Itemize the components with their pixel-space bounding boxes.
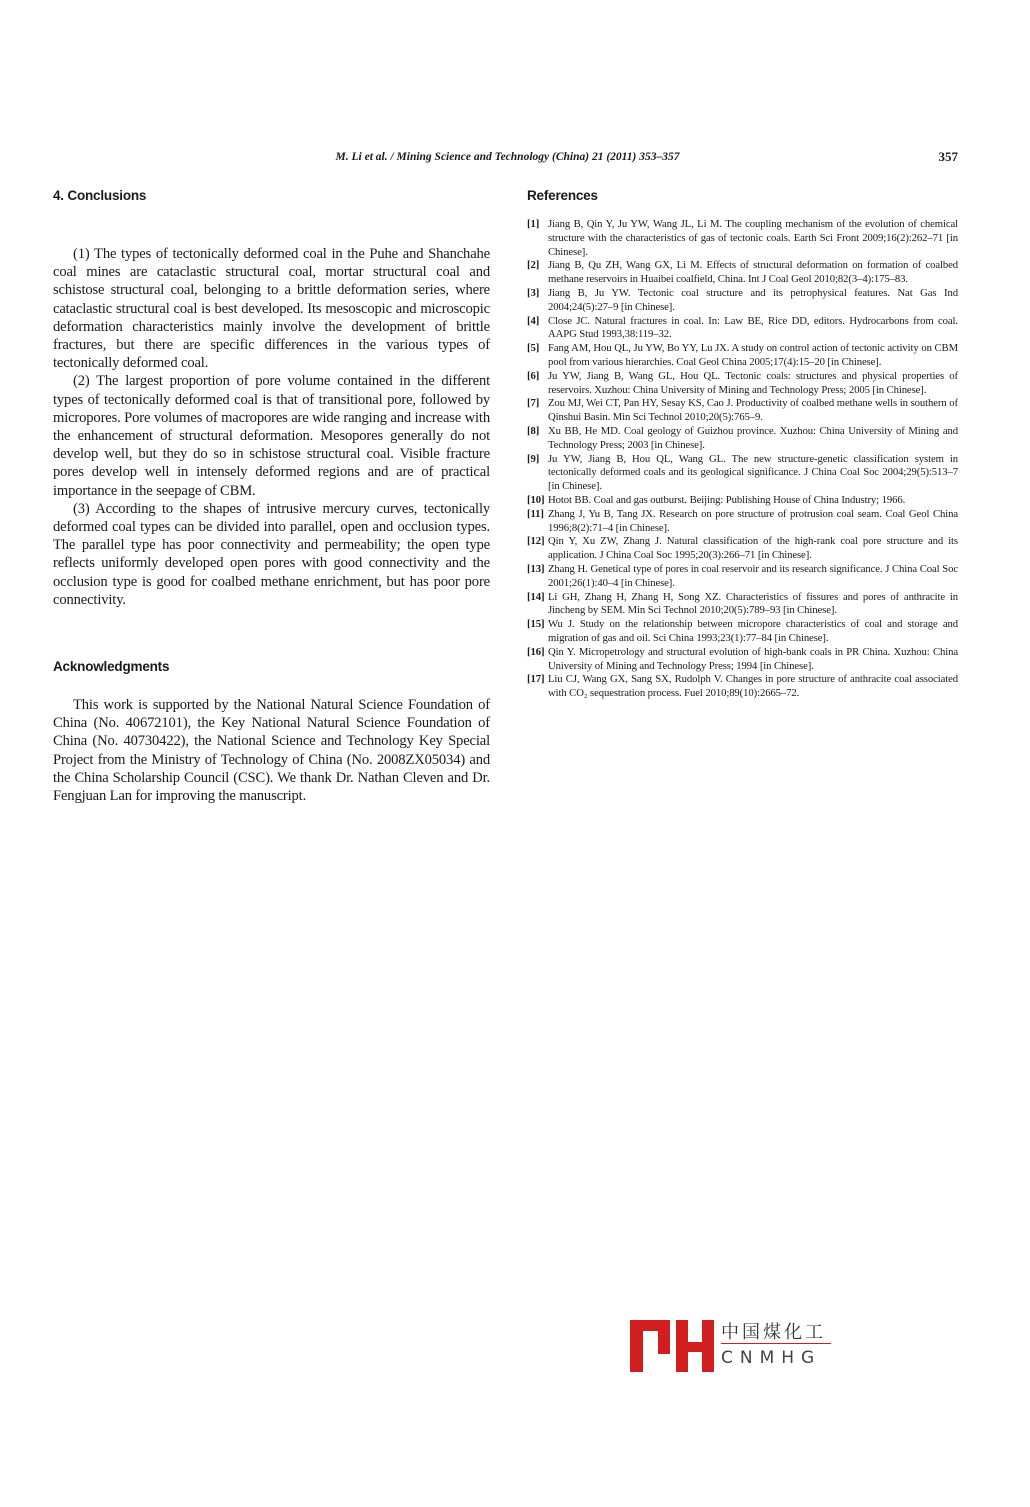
reference-text: Ju YW, Jiang B, Hou QL, Wang GL. The new structure-genetic classification system in tectonically deformed coals and its geological significance. J China Coal Soc 2004;29(5):513–7 [in Chinese]. <box>548 452 958 493</box>
reference-text: Liu CJ, Wang GX, Sang SX, Rudolph V. Changes in pore structure of anthracite coal associated with CO₂ sequestration process. Fuel 2010;89(10):2665–72. <box>548 673 958 700</box>
reference-text: Xu BB, He MD. Coal geology of Guizhou province. Xuzhou: China University of Mining and Technology Press; 2003 [in Chinese]. <box>548 424 958 451</box>
conclusion-paragraph-2: (2) The largest proportion of pore volume contained in the different types of tectonically deformed coal is that of transitional pore, followed by micropores. Pore volumes of macropores are wide ranging and increase with the enhancement of structural deformation. Mesopores generally do not develop well, but they do so in schistose structural coal. Visible fracture pores develop well in intensely deformed regions and are of practical importance in the seepage of CBM. <box>53 373 490 499</box>
reference-text: Jiang B, Qu ZH, Wang GX, Li M. Effects of structural deformation on formation of coalbed methane reservoirs in Huaibei coalfield, China. Int J Coal Geol 2010;82(3–4):175–83. <box>548 259 958 286</box>
reference-item <box>527 535 958 563</box>
reference-text: Hotot BB. Coal and gas outburst. Beijing: Publishing House of China Industry; 1966. <box>548 493 906 506</box>
reference-item <box>527 508 958 536</box>
reference-number: [2] <box>527 259 540 272</box>
reference-number: [10] <box>527 493 545 506</box>
acknowledgments-heading: Acknowledgments <box>53 659 170 675</box>
reference-number: [1] <box>527 218 540 230</box>
reference-number: [17] <box>527 673 545 686</box>
reference-item <box>527 370 958 398</box>
reference-number: [6] <box>527 369 540 382</box>
conclusions-heading: 4. Conclusions <box>53 188 147 203</box>
right-column <box>527 188 958 701</box>
reference-text: Ju YW, Jiang B, Wang GL, Hou QL. Tectonic coals: structures and physical properties of reservoirs. Xuzhou: China University of Mining and Technology Press; 2005 [in Chinese]. <box>548 369 958 396</box>
reference-item <box>527 646 958 674</box>
reference-text: Qin Y. Micropetrology and structural evolution of high-bank coals in PR China. Xuzhou: China University of Mining and Technology Press; 1994 [in Chinese]. <box>548 645 958 672</box>
reference-item <box>527 494 958 508</box>
acknowledgments-text: This work is supported by the National Natural Science Foundation of China (No. 40672101), the Key National Natural Science Foundation of China (No. 40730422), the National Science and Technology Key Special Project from the Ministry of Technology of China (No. 2008ZX05034) and the China Scholarship Council (CSC). We thank Dr. Nathan Cleven and Dr. Fengjuan Lan for improving the manuscript. <box>53 697 490 805</box>
cnmhg-watermark-logo <box>628 1316 838 1376</box>
left-column <box>53 188 490 805</box>
reference-number: [7] <box>527 397 540 410</box>
reference-number: [16] <box>527 645 545 658</box>
reference-item <box>527 218 958 259</box>
conclusion-paragraph-3: (3) According to the shapes of intrusive mercury curves, tectonically deformed coal types can be divided into parallel, open and occlusion types. The parallel type has poor connectivity and permeability; the open type reflects uniformly developed open pores with good connectivity and the occlusion type is good for coalbed methane enrichment, but has poor pore connectivity. <box>53 500 490 608</box>
logo-chinese-text: 中国煤化工 <box>721 1322 826 1343</box>
reference-text: Close JC. Natural fractures in coal. In: Law BE, Rice DD, editors. Hydrocarbons from coal. AAPG Stud 1993,38:119–32. <box>548 314 958 341</box>
running-header <box>0 151 1030 167</box>
conclusion-paragraph-1: (1) The types of tectonically deformed coal in the Puhe and Shanchahe coal mines are cataclastic structural coal, mortar structural coal and schistose structural coal, belonging to a brittle deformation series, where cataclastic structural coal is best developed. Its mesoscopic and microscopic deformation characteristics mainly involve the development of brittle fractures, but there are specific differences in the various types of tectonically deformed coal. <box>53 246 490 372</box>
journal-citation-header: M. Li et al. / Mining Science and Technology (China) 21 (2011) 353–357 <box>335 151 680 163</box>
reference-item <box>527 259 958 287</box>
reference-number: [13] <box>527 562 545 575</box>
reference-number: [14] <box>527 590 545 603</box>
reference-number: [5] <box>527 342 540 355</box>
reference-item <box>527 618 958 646</box>
reference-item <box>527 425 958 453</box>
reference-text: Fang AM, Hou QL, Ju YW, Bo YY, Lu JX. A study on control action of tectonic activity on CBM pool from various hierarchies. Coal Geol China 2005;17(4):15–20 [in Chinese]. <box>548 342 958 368</box>
reference-text: Zhang H. Genetical type of pores in coal reservoir and its research significance. J China Coal Soc 2001;26(1):40–4 [in Chinese]. <box>548 562 958 589</box>
reference-list <box>527 218 958 701</box>
reference-number: [8] <box>527 424 540 437</box>
reference-text: Qin Y, Xu ZW, Zhang J. Natural classification of the high-rank coal pore structure and its application. J China Coal Soc 1995;20(3):266–71 [in Chinese]. <box>548 535 958 562</box>
reference-number: [12] <box>527 535 545 548</box>
reference-text: Zou MJ, Wei CT, Pan HY, Sesay KS, Cao J. Productivity of coalbed methane wells in southern of Qinshui Basin. Min Sci Technol 2010;20(5):765–9. <box>548 397 958 424</box>
reference-text: Jiang B, Ju YW. Tectonic coal structure and its petrophysical features. Nat Gas Ind 2004;24(5):27–9 [in Chinese]. <box>548 286 958 313</box>
reference-number: [9] <box>527 452 540 465</box>
page-number: 357 <box>938 149 958 164</box>
reference-item <box>527 563 958 591</box>
reference-item <box>527 591 958 619</box>
reference-item <box>527 342 958 370</box>
reference-text: Li GH, Zhang H, Zhang H, Song XZ. Characteristics of fissures and pores of anthracite in Jincheng by SEM. Min Sci Technol 2010;20(5):789–93 [in Chinese]. <box>548 590 958 617</box>
logo-english-text: CNMHG <box>721 1348 822 1368</box>
reference-number: [15] <box>527 618 545 631</box>
reference-text: Zhang J, Yu B, Tang JX. Research on pore structure of protrusion coal seam. Coal Geol China 1996;8(2):71–4 [in Chinese]. <box>548 507 958 534</box>
references-heading: References <box>527 188 598 203</box>
reference-item <box>527 315 958 343</box>
reference-number: [11] <box>527 507 544 520</box>
reference-text: Wu J. Study on the relationship between micropore characteristics of coal and storage and migration of gas and oil. Sci China 1993;23(1):77–84 [in Chinese]. <box>548 618 958 644</box>
reference-number: [3] <box>527 286 540 299</box>
reference-item <box>527 287 958 315</box>
cnmhg-logo-mark-icon <box>628 1316 716 1374</box>
reference-item <box>527 453 958 494</box>
reference-text: Jiang B, Qin Y, Ju YW, Wang JL, Li M. The coupling mechanism of the evolution of chemical structure with the characteristics of gas of tectonic coals. Earth Sci Front 2009;16(2):262–71 [in Chinese]. <box>548 218 958 258</box>
logo-divider <box>721 1343 831 1344</box>
reference-number: [4] <box>527 314 540 327</box>
reference-item <box>527 397 958 425</box>
reference-item <box>527 673 958 701</box>
